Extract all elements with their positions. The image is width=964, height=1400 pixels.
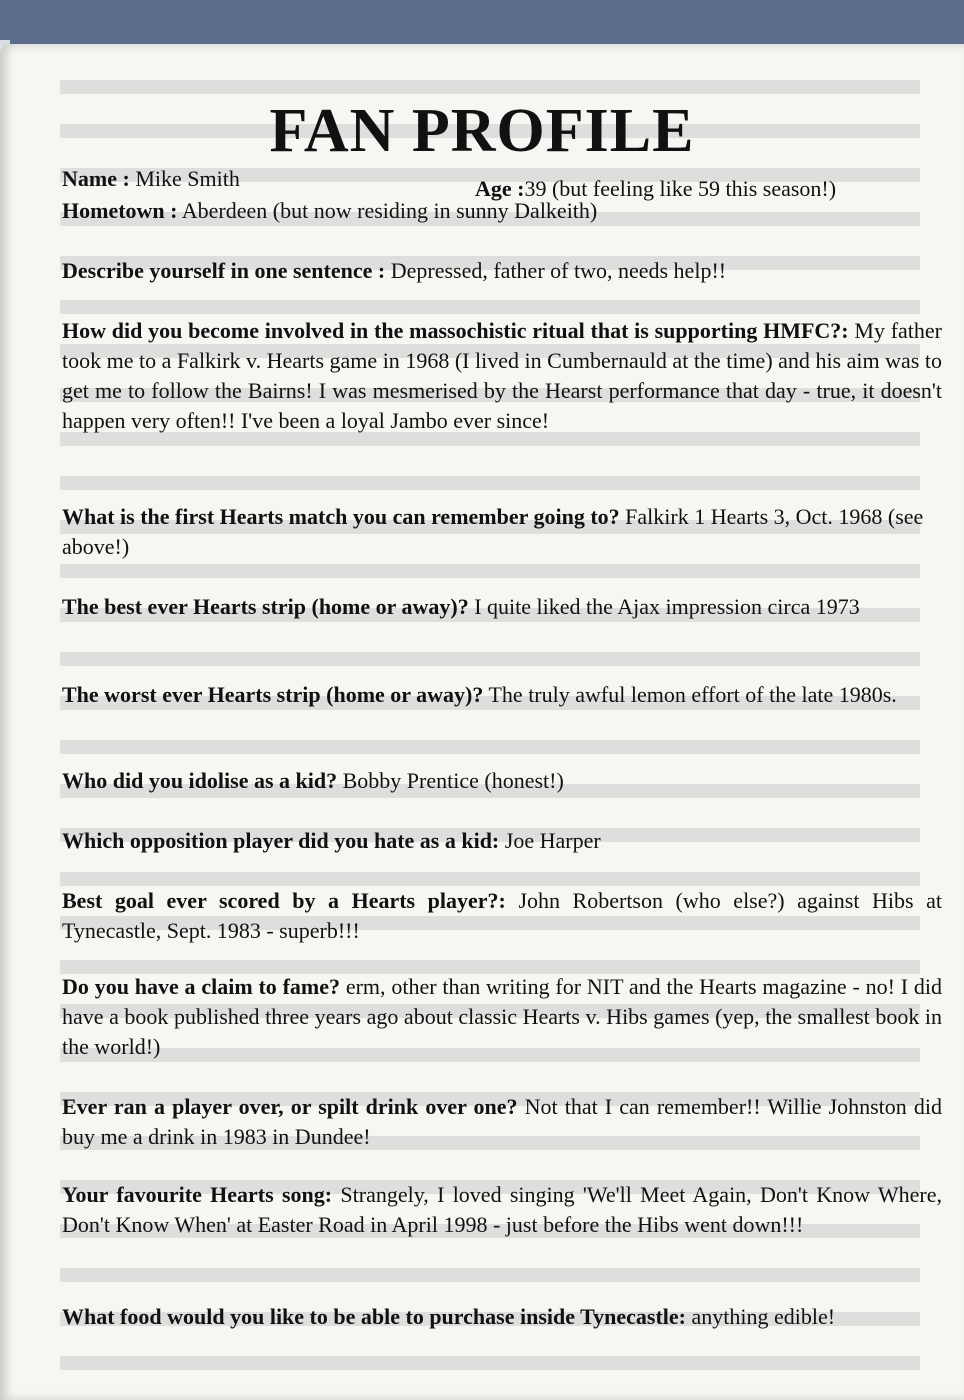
entry-food (62, 1302, 942, 1332)
question: Your favourite Hearts song: (62, 1182, 333, 1207)
question: What is the first Hearts match you can remember going to? (62, 504, 620, 529)
answer: Bobby Prentice (honest!) (342, 768, 564, 793)
entry-worst-strip (62, 680, 942, 710)
entry-best-goal (62, 886, 942, 946)
question: Do you have a claim to fame? (62, 974, 341, 999)
answer: The truly awful lemon effort of the late 1980s. (488, 682, 897, 707)
question: Best goal ever scored by a Hearts player?: (62, 888, 506, 913)
question: Ever ran a player over, or spilt drink over one? (62, 1094, 518, 1119)
hometown-value: Aberdeen (but now residing in sunny Dalkeith) (181, 198, 598, 223)
page-title: FAN PROFILE (269, 97, 695, 165)
answer: anything edible! (691, 1304, 836, 1329)
answer: Not that I can remember!! Willie Johnston did buy me a drink in 1983 in Dundee! (62, 1094, 942, 1149)
answer: Joe Harper (504, 828, 601, 853)
hometown-label: Hometown : (62, 198, 178, 223)
entry-favourite-song (62, 1180, 942, 1240)
answer: My father took me to a Falkirk v. Hearts game in 1968 (I lived in Cumbernauld at the time) and his aim was to get me to follow the Bairns! I was mesmerised by the Hearst performance that day - true, it doesn't happen very often!! I've been a loyal Jambo ever since! (62, 318, 943, 433)
question: The worst ever Hearts strip (home or away)? (62, 682, 484, 707)
age-label: Age : (475, 176, 525, 201)
entry-involved (62, 316, 942, 436)
answer: John Robertson (who else?) against Hibs at Tynecastle, Sept. 1983 - superb!!! (62, 888, 943, 943)
question: Which opposition player did you hate as a kid: (62, 828, 500, 853)
question: How did you become involved in the massochistic ritual that is supporting HMFC?: (62, 318, 849, 343)
answer: I quite liked the Ajax impression circa 1973 (474, 594, 860, 619)
answer: Falkirk 1 Hearts 3, Oct. 1968 (see above!) (62, 504, 924, 559)
entry-spilt-drink (62, 1092, 942, 1152)
answer: Strangely, I loved singing 'We'll Meet Again, Don't Know Where, Don't Know When' at Easter Road in April 1998 - just before the Hibs went down!!! (62, 1182, 943, 1237)
entry-idol (62, 766, 942, 796)
name-label: Name : (62, 166, 130, 191)
answer: Depressed, father of two, needs help!! (390, 258, 727, 283)
question: Who did you idolise as a kid? (62, 768, 338, 793)
question: The best ever Hearts strip (home or away)? (62, 594, 469, 619)
entry-describe (62, 256, 942, 286)
name-value: Mike Smith (135, 166, 240, 191)
age-value: 39 (but feeling like 59 this season!) (524, 176, 837, 201)
entry-best-strip (62, 592, 942, 622)
hometown-row (62, 196, 942, 226)
question: What food would you like to be able to purchase inside Tynecastle: (62, 1304, 687, 1329)
entry-first-match (62, 502, 942, 562)
entry-claim-to-fame (62, 972, 942, 1062)
question: Describe yourself in one sentence : (62, 258, 386, 283)
answer: erm, other than writing for NIT and the Hearts magazine - no! I did have a book published three years ago about classic Hearts v. Hibs games (yep, the smallest book in the world!) (62, 974, 942, 1059)
entry-hated-player (62, 826, 942, 856)
